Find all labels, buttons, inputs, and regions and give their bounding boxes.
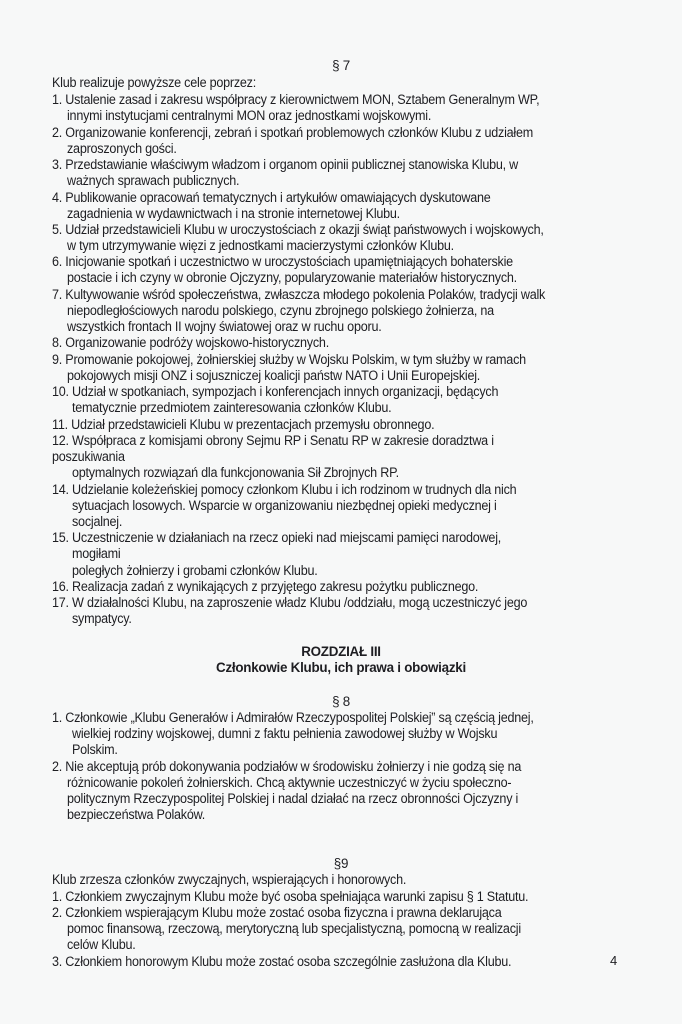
list-item-line: 3. Członkiem honorowym Klubu może zostać osoba szczególnie zasłużona dla Klubu. [52, 954, 512, 969]
list-item-line: 1. Ustalenie zasad i zakresu współpracy z kierownictwem MON, Sztabem Generalnym WP, [52, 92, 540, 107]
list-item-line: niepodległościowych narodu polskiego, czynu zbrojnego polskiego żołnierza, na [67, 303, 494, 318]
list-item-line: 14. Udzielanie koleżeńskiej pomocy członkom Klubu i ich rodzinom w trudnych dla nich [52, 482, 517, 497]
list-item-line: 16. Realizacja zadań z wynikających z przyjętego zakresu pożytku publicznego. [52, 579, 479, 594]
page-number: 4 [610, 953, 618, 968]
list-item-line: 11. Udział przedstawicieli Klubu w prezentacjach przemysłu obronnego. [52, 417, 435, 432]
chapter-subtitle: Członkowie Klubu, ich prawa i obowiązki [216, 660, 466, 675]
list-item-line: zagadnienia w wydawnictwach i na stronie internetowej Klubu. [67, 206, 400, 221]
list-item-line: 8. Organizowanie podróży wojskowo-historycznych. [52, 335, 329, 350]
list-item-line: zaproszonych gości. [67, 141, 177, 156]
list-item-line: poszukiwania [52, 449, 125, 464]
list-item-line: ważnych sprawach publicznych. [67, 173, 240, 188]
list-item-line: 2. Nie akceptują prób dokonywania podziałów w środowisku żołnierzy i nie godzą się na [52, 759, 522, 774]
list-item-line: innymi instytucjami centralnymi MON oraz jednostkami wojskowymi. [67, 108, 432, 123]
section-8-heading: § 8 [332, 694, 350, 709]
list-item-line: 12. Współpraca z komisjami obrony Sejmu RP i Senatu RP w zakresie doradztwa i [52, 433, 494, 448]
section-9-heading: §9 [333, 856, 349, 871]
list-item-line: wielkiej rodziny wojskowej, dumni z faktu pełnienia zawodowej służby w Wojsku [72, 726, 498, 741]
list-item-line: postacie i ich czyny w obronie Ojczyzny, popularyzowanie materiałów historycznych. [67, 270, 517, 285]
list-item-line: 9. Promowanie pokojowej, żołnierskiej służby w Wojsku Polskim, w tym służby w ramach [52, 352, 526, 367]
list-item-line: 2. Członkiem wspierającym Klubu może zostać osoba fizyczna i prawna deklarująca [52, 905, 502, 920]
list-item-line: 4. Publikowanie opracowań tematycznych i artykułów omawiających dyskutowane [52, 190, 491, 205]
list-item-line: wszystkich frontach II wojny światowej oraz w ruchu oporu. [67, 319, 382, 334]
list-item-line: 1. Członkowie „Klubu Generałów i Admirałów Rzeczypospolitej Polskiej” są częścią jednej, [52, 710, 534, 725]
list-item-line: pokojowych misji ONZ i sojuszniczej koalicji państw NATO i Unii Europejskiej. [67, 368, 481, 383]
list-item-line: 6. Inicjowanie spotkań i uczestnictwo w uroczystościach upamiętniających bohaterskie [52, 254, 513, 269]
list-item-line: politycznym Rzeczypospolitej Polskiej i nadal działać na rzecz obronności Ojczyzny i [67, 791, 519, 806]
list-item-line: Polskim. [72, 742, 118, 757]
list-item-line: tematycznie przedmiotem zainteresowania członków Klubu. [72, 400, 392, 415]
section-7-intro: Klub realizuje powyższe cele poprzez: [52, 75, 257, 90]
list-item-line: pomoc finansową, rzeczową, merytoryczną lub specjalistyczną, pomocną w realizacji [67, 921, 521, 936]
section-7-heading: § 7 [332, 58, 350, 73]
list-item-line: 1. Członkiem zwyczajnym Klubu może być osoba spełniająca warunki zapisu § 1 Statutu. [52, 889, 529, 904]
list-item-line: sytuacjach losowych. Wsparcie w organizowaniu niezbędnej opieki medycznej i [72, 498, 497, 513]
list-item-line: celów Klubu. [67, 937, 136, 952]
list-item-line: mogiłami [72, 546, 121, 561]
list-item-line: 5. Udział przedstawicieli Klubu w uroczystościach z okazji świąt państwowych i wojskowych, [52, 222, 544, 237]
section-9-intro: Klub zrzesza członków zwyczajnych, wspierających i honorowych. [52, 872, 407, 887]
list-item-line: poległych żołnierzy i grobami członków Klubu. [72, 563, 318, 578]
list-item-line: 10. Udział w spotkaniach, sympozjach i konferencjach innych organizacji, będących [52, 384, 499, 399]
list-item-line: bezpieczeństwa Polaków. [67, 807, 206, 822]
list-item-line: 17. W działalności Klubu, na zaproszenie władz Klubu /oddziału, mogą uczestniczyć jego [52, 595, 528, 610]
list-item-line: różnicowanie pokoleń żołnierskich. Chcą aktywnie uczestniczyć w życiu społeczno- [67, 775, 512, 790]
list-item-line: 7. Kultywowanie wśród społeczeństwa, zwłaszcza młodego pokolenia Polaków, tradycji walk [52, 287, 546, 302]
list-item-line: sympatycy. [72, 611, 132, 626]
chapter-title: ROZDZIAŁ III [301, 644, 381, 659]
list-item-line: 2. Organizowanie konferencji, zebrań i spotkań problemowych członków Klubu z udziałem [52, 125, 533, 140]
list-item-line: optymalnych rozwiązań dla funkcjonowania Sił Zbrojnych RP. [72, 465, 399, 480]
list-item-line: socjalnej. [72, 514, 123, 529]
list-item-line: 3. Przedstawianie właściwym władzom i organom opinii publicznej stanowiska Klubu, w [52, 157, 519, 172]
list-item-line: 15. Uczestniczenie w działaniach na rzecz opieki nad miejscami pamięci narodowej, [52, 530, 502, 545]
list-item-line: w tym utrzymywanie więzi z jednostkami macierzystymi członków Klubu. [67, 238, 454, 253]
